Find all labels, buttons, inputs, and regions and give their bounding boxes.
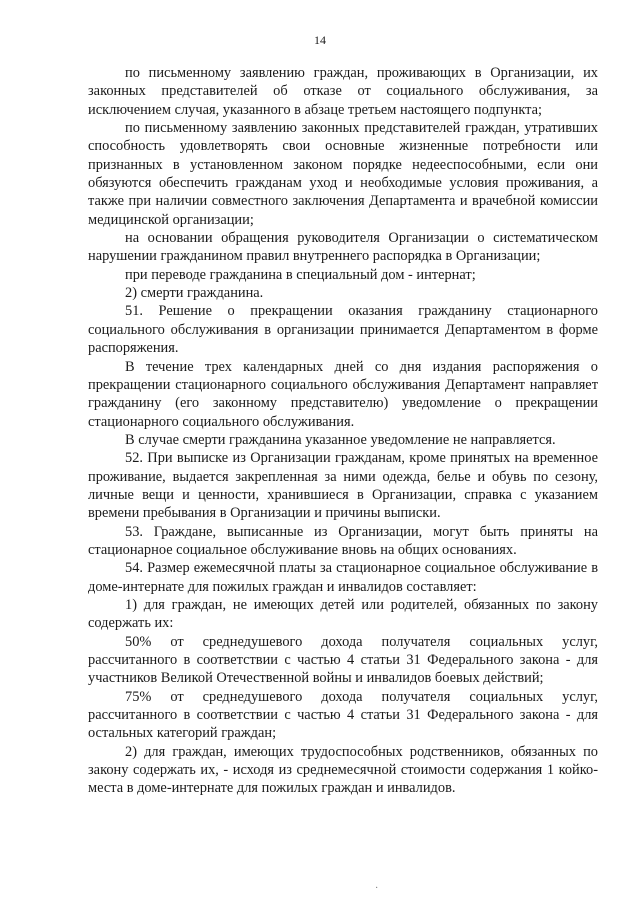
paragraph-13: 50% от среднедушевого дохода получателя социальных услуг, рассчитанного в соответствии с частью 4 статьи 31 Федерального закона - для участников Великой Отечественной войны и инвалидов боевых действий; (88, 633, 598, 687)
paragraph-4: при переводе гражданина в специальный дом - интернат; (125, 266, 476, 283)
paragraph-10: 53. Граждане, выписанные из Организации, могут быть приняты на стационарное социальное обслуживание вновь на общих основаниях. (88, 523, 598, 558)
paragraph-7: В течение трех календарных дней со дня издания распоряжения о прекращении стационарного социального обслуживания Департамент направляет гражданину (его законному представителю) уведомление о прекращении стационарного социального обслуживания. (88, 358, 598, 430)
paragraph-8: В случае смерти гражданина указанное уведомление не направляется. (125, 431, 556, 448)
paragraph-9: 52. При выписке из Организации гражданам, кроме принятых на временное проживание, выдается закрепленная за ними одежда, белье и обувь по сезону, личные вещи и ценности, хранившиеся в Организации, справка с указанием времени пребывания в Организации и причины выписки. (88, 450, 598, 522)
paragraph-1: по письменному заявлению граждан, проживающих в Организации, их законных представителей об отказе от социального обслуживания, за исключением случая, указанного в абзаце третьем настоящего подпункта; (88, 65, 598, 118)
paragraph-6: 51. Решение о прекращении оказания гражданину стационарного социального обслуживания в организации принимается Департаментом в форме распоряжения. (88, 303, 598, 357)
document-body (88, 64, 598, 798)
page-number: 14 (314, 33, 326, 47)
paragraph-5: 2) смерти гражданина. (125, 285, 264, 302)
paragraph-2: по письменному заявлению законных представителей граждан, утративших способность удовлетворять свои основные жизненные потребности или признанных в установленном законом порядке недееспособными, если они обязуются обеспечить гражданам уход и необходимые условия проживания, а также при наличии совместного заключения Департамента и врачебной комиссии медицинской организации; (88, 120, 598, 228)
paragraph-11: 54. Размер ежемесячной платы за стационарное социальное обслуживание в доме-интернате для пожилых граждан и инвалидов составляет: (88, 560, 598, 595)
paragraph-12: 1) для граждан, не имеющих детей или родителей, обязанных по закону содержать их: (88, 596, 598, 632)
paragraph-3: на основании обращения руководителя Организации о систематическом нарушении гражданином правил внутреннего распорядка в Организации; (88, 230, 598, 265)
paragraph-14: 75% от среднедушевого дохода получателя социальных услуг, рассчитанного в соответствии с частью 4 статьи 31 Федерального закона - для остальных категорий граждан; (88, 688, 598, 742)
scan-speck: · (375, 883, 379, 894)
paragraph-15: 2) для граждан, имеющих трудоспособных родственников, обязанных по закону содержать их, - исходя из среднемесячной стоимости содержания 1 койко-места в доме-интернате для пожилых граждан и инвалидов. (88, 743, 598, 797)
